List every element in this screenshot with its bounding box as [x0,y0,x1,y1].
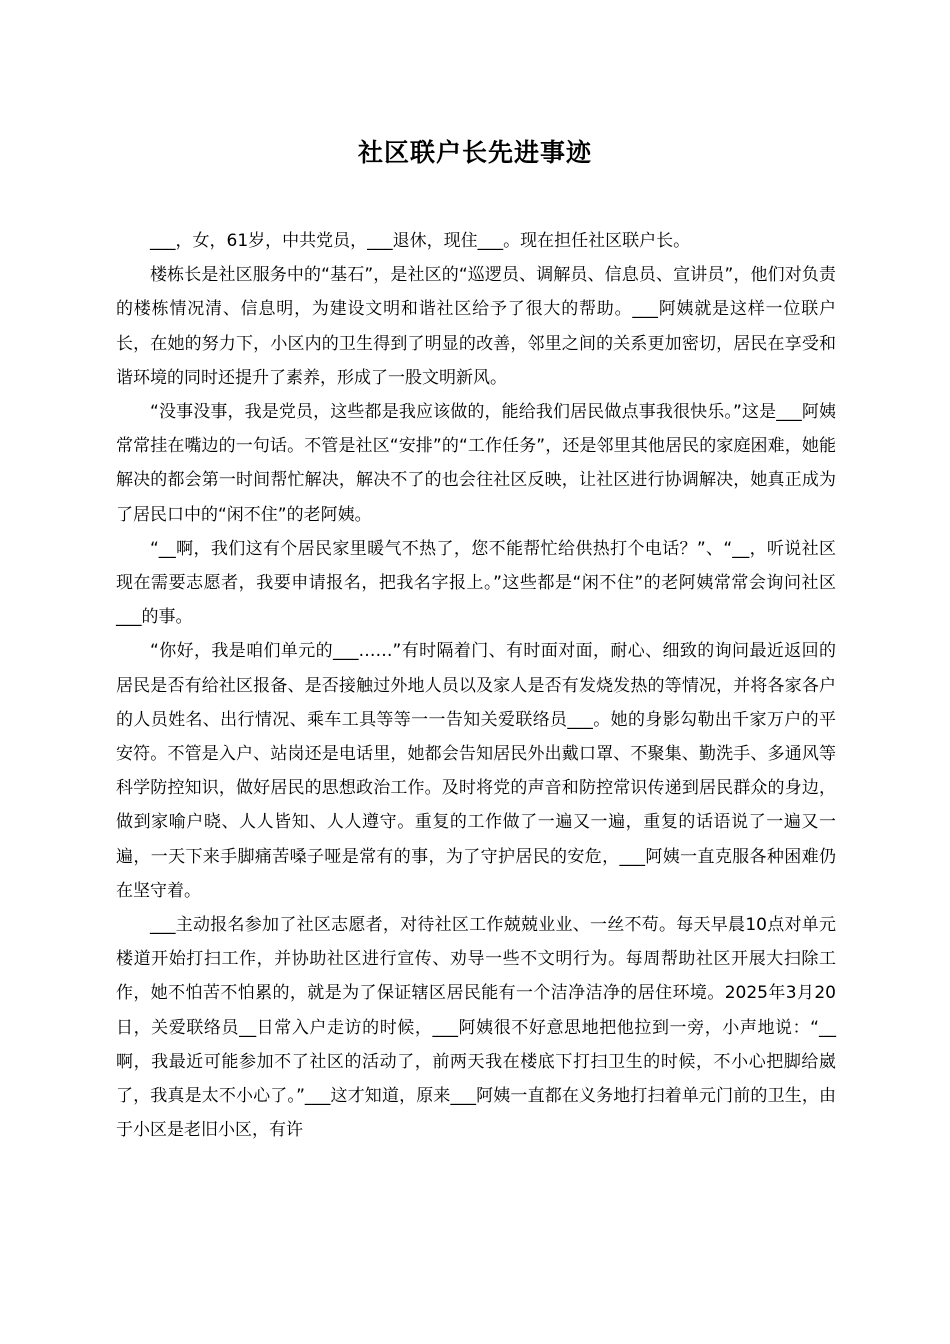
paragraph-resident-requests: “__啊，我们这有个居民家里暖气不热了，您不能帮忙给供热打个电话？”、“__，听说社区现在需要志愿者，我要申请报名，把我名字报上。”这些都是“闲不住”的老阿姨常常会询问社区___的事。 [116,538,836,628]
document-body [116,224,836,1147]
paragraph-epidemic-work: “你好，我是咱们单元的___……”有时隔着门、有时面对面，耐心、细致的询问最近返回的居民是否有给社区报备、是否接触过外地人员以及家人是否有发烧发热的等情况，并将各家各户的人员姓名、出行情况、乘车工具等等一一告知关爱联络员___。她的身影勾勒出千家万户的平安符。不管是入户、站岗还是电话里，她都会告知居民外出戴口罩、不聚集、勤洗手、多通风等科学防控知识，做好居民的思想政治工作。及时将党的声音和防控常识传递到居民群众的身边，做到家喻户晓、人人皆知、人人遵守。重复的工作做了一遍又一遍，重复的话语说了一遍又一遍，一天下来手脚痛苦嗓子哑是常有的事，为了守护居民的安危，___阿姨一直克服各种困难仍在坚守着。 [116,641,836,901]
paragraph-volunteer: ___主动报名参加了社区志愿者，对待社区工作兢兢业业、一丝不苟。每天早晨10点对单元楼道开始打扫工作，并协助社区进行宣传、劝导一些不文明行为。每周帮助社区开展大扫除工作，她不怕苦不怕累的，就是为了保证辖区居民能有一个洁净洁净的居住环境。2025年3月20日，关爱联络员__日常入户走访的时候，___阿姨很不好意思地把他拉到一旁，小声地说：“__啊，我最近可能参加不了社区的活动了，前两天我在楼底下打扫卫生的时候，不小心把脚给崴了，我真是太不小心了。”___这才知道，原来___阿姨一直都在义务地打扫着单元门前的卫生，由于小区是老旧小区，有许 [116,915,836,1141]
paragraph-quote: “没事没事，我是党员，这些都是我应该做的，能给我们居民做点事我很快乐。”这是___阿姨常常挂在嘴边的一句话。不管是社区“安排”的“工作任务”，还是邻里其他居民的家庭困难，她能解决的都会第一时间帮忙解决，解决不了的也会往社区反映，让社区进行协调解决，她真正成为了居民口中的“闲不住”的老阿姨。 [116,402,836,525]
paragraph-building-leader: 楼栋长是社区服务中的“基石”，是社区的“巡逻员、调解员、信息员、宣讲员”，他们对负责的楼栋情况清、信息明，为建设文明和谐社区给予了很大的帮助。___阿姨就是这样一位联户长，在她的努力下，小区内的卫生得到了明显的改善，邻里之间的关系更加密切，居民在享受和谐环境的同时还提升了素养，形成了一股文明新风。 [116,265,836,388]
paragraph-intro: ___，女，61岁，中共党员，___退休，现住___。现在担任社区联户长。 [150,231,691,251]
document-title: 社区联户长先进事迹 [357,138,592,167]
